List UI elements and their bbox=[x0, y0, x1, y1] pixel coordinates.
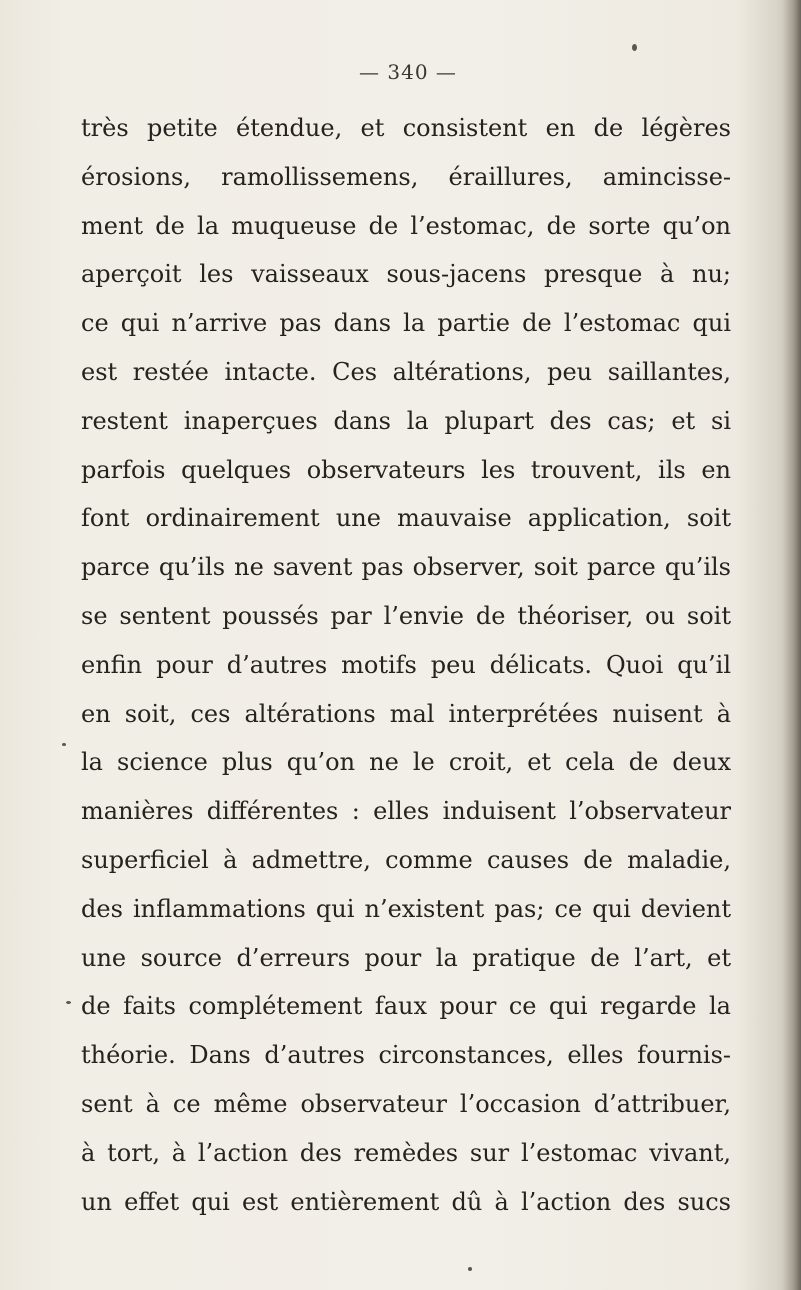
text-line: aperçoit les vaisseaux sous-jacens presque à nu; bbox=[81, 260, 731, 289]
text-line: en soit, ces altérations mal interprétées nuisent à bbox=[81, 699, 731, 728]
text-line: parfois quelques observateurs les trouvent, ils en bbox=[81, 455, 731, 484]
text-line: est restée intacte. Ces altérations, peu saillantes, bbox=[81, 357, 731, 386]
text-line: font ordinairement une mauvaise application, soit bbox=[81, 504, 731, 533]
ink-speck bbox=[468, 1267, 472, 1271]
text-line: enfin pour d’autres motifs peu délicats. Quoi qu’il bbox=[81, 650, 731, 679]
ink-speck bbox=[632, 44, 637, 51]
text-line: une source d’erreurs pour la pratique de l’art, et bbox=[81, 943, 731, 972]
text-line: des inflammations qui n’existent pas; ce qui devient bbox=[81, 894, 731, 923]
text-line: ce qui n’arrive pas dans la partie de l’estomac qui bbox=[81, 309, 731, 338]
body-text bbox=[81, 104, 731, 1226]
page-edge-shadow bbox=[783, 0, 801, 1290]
text-line: théorie. Dans d’autres circonstances, elles fournis- bbox=[81, 1041, 731, 1070]
text-line: un effet qui est entièrement dû à l’action des sucs bbox=[81, 1187, 731, 1216]
text-line: superficiel à admettre, comme causes de maladie, bbox=[81, 845, 731, 874]
text-line: restent inaperçues dans la plupart des cas; et si bbox=[81, 406, 731, 435]
text-line: très petite étendue, et consistent en de légères bbox=[81, 114, 731, 142]
text-line: à tort, à l’action des remèdes sur l’estomac vivant, bbox=[81, 1138, 731, 1167]
ink-speck bbox=[66, 1001, 71, 1004]
text-line: de faits complétement faux pour ce qui regarde la bbox=[81, 992, 731, 1021]
text-line: sent à ce même observateur l’occasion d’attribuer, bbox=[81, 1089, 731, 1118]
text-line: se sentent poussés par l’envie de théoriser, ou soit bbox=[81, 601, 731, 630]
text-line: la science plus qu’on ne le croit, et cela de deux bbox=[81, 748, 731, 777]
ink-speck bbox=[62, 743, 66, 746]
text-line: ment de la muqueuse de l’estomac, de sorte qu’on bbox=[81, 211, 731, 240]
text-line: parce qu’ils ne savent pas observer, soit parce qu’ils bbox=[81, 553, 731, 582]
text-line: érosions, ramollissemens, éraillures, amincisse- bbox=[81, 162, 731, 191]
text-line: manières différentes : elles induisent l’observateur bbox=[81, 797, 731, 826]
page-number: — 340 — bbox=[359, 60, 457, 84]
